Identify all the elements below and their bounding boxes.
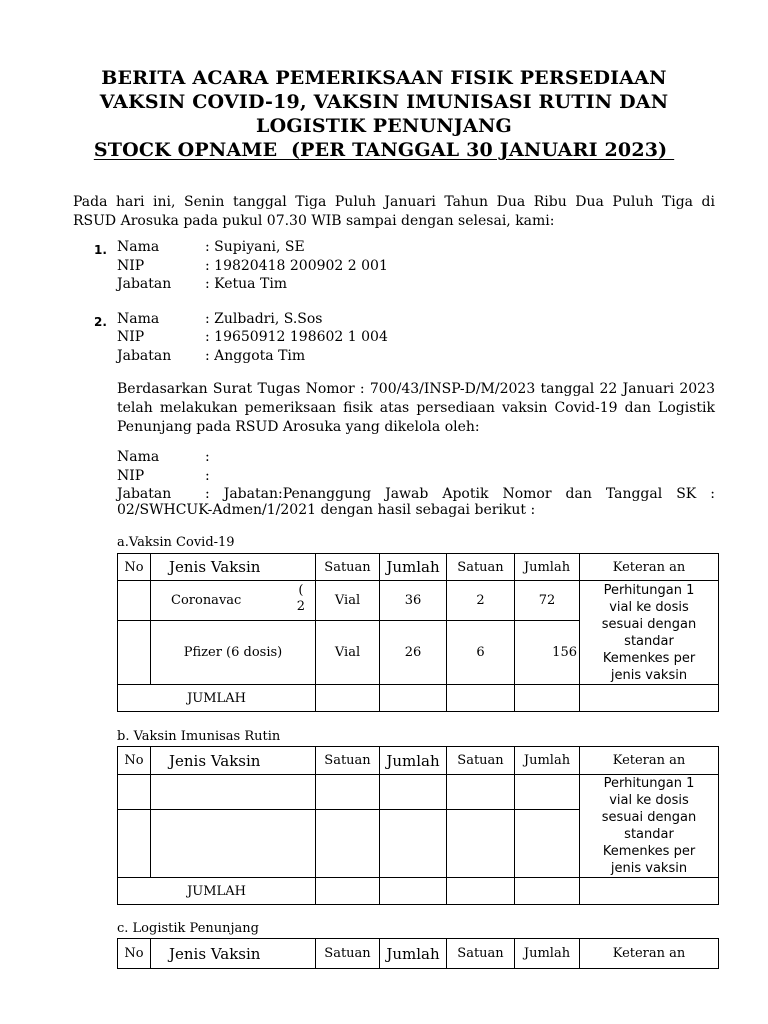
person-2-number: 2. [94,315,107,329]
person-1-jabatan-label: Jabatan [117,276,172,292]
header-jenis-vaksin: Jenis Vaksin [151,747,316,775]
table-total-row [118,878,719,905]
person-2-jabatan-label: Jabatan [117,348,172,364]
row-jenis-text: Coronavac [171,593,242,608]
title-line-1: BERITA ACARA PEMERIKSAAN FISIK PERSEDIAAN [101,67,667,89]
person-1-jabatan-value: : Ketua Tim [205,276,288,292]
table-row [118,775,719,810]
row-no [118,621,151,685]
total-label: JUMLAH [118,878,316,905]
table-logistik [117,938,719,969]
intro-line-1: Pada hari ini, Senin tanggal Tiga Puluh Januari Tahun Dua Ribu Dua Puluh Tiga di [73,194,715,210]
person-1-nip-label: NIP [117,258,145,274]
person-2-nip-value: : 19650912 198602 1 004 [205,329,388,345]
header-jumlah-2: Jumlah [515,747,580,775]
header-satuan-1: Satuan [316,554,380,581]
manager-nama-label: Nama [117,449,160,465]
row-jumlah-2: 156 [515,621,580,685]
manager-jabatan-label: Jabatan [117,486,172,502]
header-jenis-vaksin: Jenis Vaksin [151,939,316,969]
table-header-row [118,939,719,969]
table-vaksin-rutin [117,746,719,905]
person-2-jabatan-value: : Anggota Tim [205,348,306,364]
person-1-nama-value: : Supiyani, SE [205,239,305,255]
header-satuan-2: Satuan [447,554,515,581]
total-label: JUMLAH [118,685,316,712]
header-no: No [118,939,151,969]
row-satuan-2: 6 [447,621,515,685]
person-2-nip-label: NIP [117,329,145,345]
title-line-3: LOGISTIK PENUNJANG [256,115,512,137]
row-jenis [151,581,316,621]
header-no: No [118,747,151,775]
assignment-line-3: Penunjang pada RSUD Arosuka yang dikelola oleh: [117,419,480,435]
section-c-label: c. Logistik Penunjang [117,921,259,936]
header-jumlah-1: Jumlah [380,554,447,581]
header-keterangan: Keteran an [580,747,719,775]
table-row [118,581,719,621]
person-2-nama-value: : Zulbadri, S.Sos [205,311,323,327]
section-b-label: b. Vaksin Imunisas Rutin [117,729,281,744]
table-header-row [118,554,719,581]
row-jumlah-1: 36 [380,581,447,621]
intro-line-2: RSUD Arosuka pada pukul 07.30 WIB sampai dengan selesai, kami: [73,213,555,229]
person-1-nip-value: : 19820418 200902 2 001 [205,258,388,274]
title-line-4: STOCK OPNAME (PER TANGGAL 30 JANUARI 2023) [93,139,675,161]
title-line-2: VAKSIN COVID-19, VAKSIN IMUNISASI RUTIN DAN [99,91,669,113]
manager-nip-label: NIP [117,468,145,484]
person-2-nama-label: Nama [117,311,160,327]
row-satuan-1: Vial [316,581,380,621]
header-satuan-1: Satuan [316,939,380,969]
row-jumlah-2: 72 [515,581,580,621]
manager-jabatan-line-2: 02/SWHCUK-Admen/1/2021 dengan hasil sebagai berikut : [117,502,536,518]
header-no: No [118,554,151,581]
header-keterangan: Keteran an [580,939,719,969]
header-jumlah-1: Jumlah [380,747,447,775]
row-jenis: Pfizer (6 dosis) [151,621,316,685]
row-no [118,581,151,621]
keterangan-note: Perhitungan 1 vial ke dosis sesuai dengan standar Kemenkes per jenis vaksin [580,775,719,878]
header-jenis-vaksin: Jenis Vaksin [151,554,316,581]
header-jumlah-2: Jumlah [515,554,580,581]
assignment-line-2: telah melakukan pemeriksaan fisik atas persediaan vaksin Covid-19 dan Logistik [117,400,715,416]
header-jumlah-1: Jumlah [380,939,447,969]
manager-nip-value: : [205,468,210,484]
row-jumlah-1: 26 [380,621,447,685]
header-satuan-2: Satuan [447,939,515,969]
assignment-line-1: Berdasarkan Surat Tugas Nomor : 700/43/INSP-D/M/2023 tanggal 22 Januari 2023 [117,381,715,397]
row-satuan-2: 2 [447,581,515,621]
manager-nama-value: : [205,449,210,465]
header-jumlah-2: Jumlah [515,939,580,969]
manager-jabatan-line-1: : Jabatan:Penanggung Jawab Apotik Nomor dan Tanggal SK : [205,486,715,502]
document-title [0,66,768,162]
header-keterangan: Keteran an [580,554,719,581]
row-satuan-1: Vial [316,621,380,685]
person-1-number: 1. [94,243,107,257]
header-satuan-2: Satuan [447,747,515,775]
person-1-nama-label: Nama [117,239,160,255]
header-satuan-1: Satuan [316,747,380,775]
keterangan-note: Perhitungan 1 vial ke dosis sesuai dengan standar Kemenkes per jenis vaksin [580,581,719,685]
assignment-paragraph [117,380,715,437]
table-vaksin-covid [117,553,719,712]
table-total-row [118,685,719,712]
intro-paragraph [73,193,715,231]
row-jenis-paren: ( 2 [296,583,305,614]
table-header-row [118,747,719,775]
section-a-label: a.Vaksin Covid-19 [117,535,235,550]
